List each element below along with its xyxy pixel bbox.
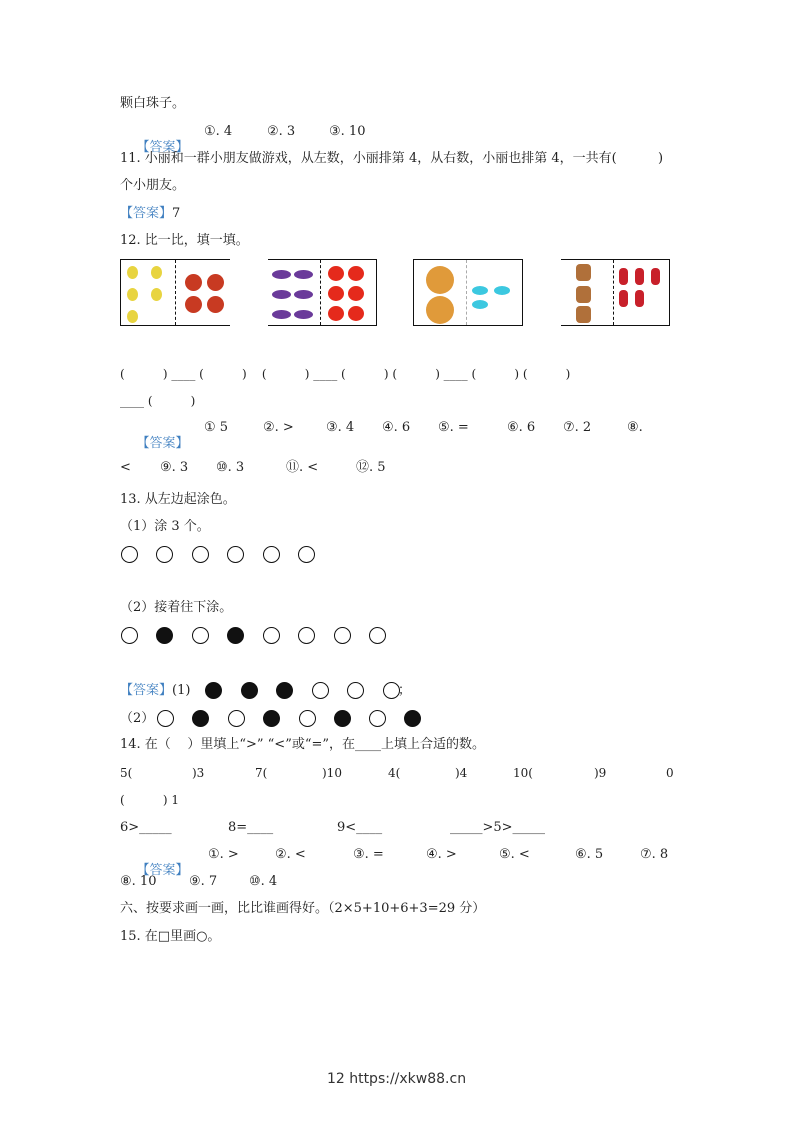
answer-item: ②. 3 <box>267 124 296 139</box>
candy-icon <box>494 286 510 295</box>
filled-circle <box>156 627 173 644</box>
pear-icon <box>127 266 138 279</box>
answer-item: ⑧. <box>627 420 643 435</box>
q13-part2: （2）接着往下涂。 <box>120 600 233 615</box>
robot-icon <box>635 290 644 307</box>
empty-circle <box>192 546 209 563</box>
q14-item: 8=____ <box>228 820 274 835</box>
tomato-icon <box>328 266 344 281</box>
filled-circle <box>263 710 280 727</box>
answer-item: ⑧. 10 <box>120 874 157 889</box>
eggplant-icon <box>294 290 313 299</box>
answer-item: ⑦. 2 <box>563 420 592 435</box>
eggplant-icon <box>294 310 313 319</box>
picture-group-cookies-candies <box>413 259 523 326</box>
answer-value: 7 <box>172 206 181 221</box>
answer-item: ① 5 <box>204 420 229 435</box>
answer-label: 【答案】 <box>120 683 173 698</box>
answer-part-label: (1) <box>172 683 191 698</box>
eggplant-icon <box>294 270 313 279</box>
pear-icon <box>151 288 162 301</box>
page-footer: 12 https://xkw88.cn <box>326 1071 467 1087</box>
answer-label: 【答案】 <box>136 140 189 155</box>
cookie-icon <box>426 266 454 294</box>
bear-icon <box>576 286 591 303</box>
answer-item: ⑤. < <box>499 847 530 862</box>
answer-label: 【答案】 <box>120 206 173 221</box>
apple-icon <box>185 296 202 313</box>
q13-answer-p2: （2） <box>120 711 155 726</box>
empty-circle <box>121 627 138 644</box>
q11-line2: 个小朋友。 <box>120 178 186 193</box>
q14-item: 5( <box>120 766 133 780</box>
answer-item: ③. = <box>353 847 384 862</box>
answer-item: ④. > <box>426 847 457 862</box>
filled-circle <box>334 710 351 727</box>
apple-icon <box>207 274 224 291</box>
answer-item: ⑥. 5 <box>575 847 604 862</box>
q14-item: 0 <box>666 766 674 780</box>
answer-item: ⑤. = <box>438 420 469 435</box>
empty-circle <box>334 627 351 644</box>
pear-icon <box>151 266 162 279</box>
cookie-icon <box>426 296 454 324</box>
filled-circle <box>241 682 258 699</box>
robot-icon <box>619 268 628 285</box>
bear-icon <box>576 264 591 281</box>
q12-title: 12. 比一比，填一填。 <box>120 233 249 248</box>
empty-circle <box>156 546 173 563</box>
answer-item: ⑪. < <box>286 460 319 475</box>
robot-icon <box>651 268 660 285</box>
answer-label: 【答案】 <box>136 436 189 451</box>
empty-circle <box>383 682 400 699</box>
filled-circle <box>404 710 421 727</box>
q14-item: _____>5>_____ <box>450 820 546 835</box>
q14-item: 6>_____ <box>120 820 172 835</box>
empty-circle <box>263 546 280 563</box>
answer-item: ⑩. 3 <box>216 460 245 475</box>
eggplant-icon <box>272 290 291 299</box>
empty-circle <box>298 627 315 644</box>
empty-circle <box>369 710 386 727</box>
empty-circle <box>298 546 315 563</box>
answer-item: ⑨. 7 <box>189 874 218 889</box>
section-6-heading: 六、按要求画一画，比比谁画得好。（2×5+10+6+3=29 分） <box>120 901 486 916</box>
filled-circle <box>205 682 222 699</box>
empty-circle <box>369 627 386 644</box>
filled-circle <box>227 627 244 644</box>
empty-circle <box>228 710 245 727</box>
q10-tail: 颗白珠子。 <box>120 96 186 111</box>
q14-item: 7( <box>255 766 268 780</box>
answer-item: ②. > <box>263 420 294 435</box>
tomato-icon <box>348 286 364 301</box>
empty-circle <box>312 682 329 699</box>
answer-item: ③. 4 <box>326 420 355 435</box>
q13-title: 13. 从左边起涂色。 <box>120 492 236 507</box>
apple-icon <box>185 274 202 291</box>
tomato-icon <box>348 306 364 321</box>
empty-circle <box>299 710 316 727</box>
tomato-icon <box>328 286 344 301</box>
filled-circle <box>276 682 293 699</box>
q14-row2: ( ) 1 <box>120 793 179 807</box>
empty-circle <box>192 627 209 644</box>
answer-item: ⑨. 3 <box>160 460 189 475</box>
robot-icon <box>619 290 628 307</box>
picture-group-pears-apples <box>120 259 230 326</box>
empty-circle <box>227 546 244 563</box>
q14-item: 10( <box>513 766 533 780</box>
empty-circle <box>347 682 364 699</box>
apple-icon <box>207 296 224 313</box>
q12-blanks-line1: ( ) ____ ( ) ( ) ____ ( ) ( ) ____ ( ) ( ) <box>120 367 571 381</box>
bear-icon <box>576 306 591 323</box>
q14-title: 14. 在（ ）里填上“>” “<”或“=”，在____上填上合适的数。 <box>120 737 486 752</box>
empty-circle <box>157 710 174 727</box>
q14-item: )3 <box>192 766 205 780</box>
answer-label: 【答案】 <box>136 863 189 878</box>
answer-item: < <box>120 460 131 475</box>
picture-group-eggplants-tomatoes <box>268 259 377 326</box>
answer-item: ⑫. 5 <box>356 460 386 475</box>
candy-icon <box>472 286 488 295</box>
robot-icon <box>635 268 644 285</box>
q15: 15. 在□里画○。 <box>120 929 221 944</box>
picture-group-bears-robots <box>561 259 670 326</box>
answer-item: ⑥. 6 <box>507 420 536 435</box>
q13-answer-p1 <box>120 683 412 699</box>
q14-item: )4 <box>455 766 468 780</box>
answer-item: ①. > <box>208 847 239 862</box>
answer-item: ④. 6 <box>382 420 411 435</box>
tomato-icon <box>328 306 344 321</box>
q12-blanks-line2: ____ ( ) <box>120 394 196 408</box>
q11-line1: 11. 小丽和一群小朋友做游戏，从左数，小丽排第 4，从右数，小丽也排第 4，一共有( ) <box>120 151 664 166</box>
answer-item: ⑩. 4 <box>249 874 278 889</box>
filled-circle <box>192 710 209 727</box>
empty-circle <box>263 627 280 644</box>
eggplant-icon <box>272 310 291 319</box>
q13-part1: （1）涂 3 个。 <box>120 519 210 534</box>
answer-item: ①. 4 <box>204 124 233 139</box>
answer-item: ⑦. 8 <box>640 847 669 862</box>
answer-item: ②. < <box>275 847 306 862</box>
eggplant-icon <box>272 270 291 279</box>
tomato-icon <box>348 266 364 281</box>
pear-icon <box>127 310 138 323</box>
q14-item: )10 <box>322 766 342 780</box>
q11-answer <box>120 206 180 222</box>
q14-item: 9<____ <box>337 820 383 835</box>
answer-item: ③. 10 <box>329 124 366 139</box>
answer-end: ； <box>398 683 412 698</box>
pear-icon <box>127 288 138 301</box>
candy-icon <box>472 300 488 309</box>
empty-circle <box>121 546 138 563</box>
q14-item: 4( <box>388 766 401 780</box>
q14-item: )9 <box>594 766 607 780</box>
